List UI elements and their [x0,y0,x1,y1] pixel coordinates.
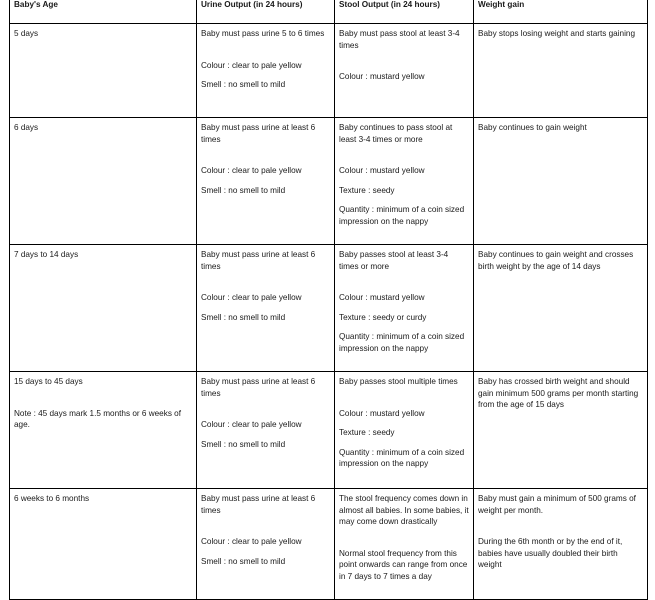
stool-cell [335,489,474,600]
cell-text: Baby passes stool multiple times [339,377,458,386]
table-row [10,245,648,372]
cell-text: Quantity : minimum of a coin sized impression on the nappy [339,332,465,353]
weight-cell [474,118,648,245]
cell-text: Colour : clear to pale yellow [201,293,302,302]
cell-text: Normal stool frequency from this point onwards can range from once in 7 days to 7 times a day [339,548,468,581]
cell-text: Baby stops losing weight and starts gaining [478,29,636,38]
stool-cell [335,24,474,118]
weight-cell [474,245,648,372]
cell-text: 6 weeks to 6 months [14,494,90,503]
cell-text: Smell : no smell to mild [201,312,286,322]
cell-text: Texture : seedy or curdy [339,312,427,322]
header-weight-gain: Weight gain [474,0,648,24]
cell-text: Smell : no smell to mild [201,80,286,89]
cell-text: Baby continues to gain weight [478,123,587,132]
cell-text: The stool frequency comes down in almost all babies. In some babies, it may come down drastically [339,494,469,526]
cell-text: Baby must gain a minimum of 500 grams of weight per month. [478,494,636,515]
cell-text: Baby must pass urine 5 to 6 times [201,29,325,38]
cell-text: Smell : no smell to mild [201,185,286,195]
table-header-row [10,0,648,24]
cell-text: Baby must pass urine at least 6 times [201,494,316,515]
cell-text: Colour : mustard yellow [339,72,425,81]
cell-text: Baby passes stool at least 3-4 times or more [339,250,449,271]
weight-cell [474,489,648,600]
cell-text: Texture : seedy [339,185,395,195]
cell-text: Baby continues to gain weight and crosses birth weight by the age of 14 days [478,250,634,271]
cell-text: 6 days [14,123,39,132]
weight-cell [474,24,648,118]
urine-cell [197,489,335,600]
baby-output-table [9,0,648,600]
cell-text: Quantity : minimum of a coin sized impression on the nappy [339,447,465,468]
cell-text: Colour : clear to pale yellow [201,420,302,429]
cell-text: Baby must pass urine at least 6 times [201,250,316,271]
cell-text: Baby must pass stool at least 3-4 times [339,29,460,50]
table-row [10,489,648,600]
urine-cell [197,245,335,372]
stool-cell [335,245,474,372]
cell-text: Colour : clear to pale yellow [201,537,302,546]
age-cell [10,372,197,489]
header-babys-age: Baby's Age [10,0,197,24]
cell-text: Baby continues to pass stool at least 3-4 times or more [339,123,453,144]
cell-text: 7 days to 14 days [14,250,79,259]
age-cell [10,245,197,372]
cell-text: Colour : mustard yellow [339,166,425,175]
cell-text: Quantity : minimum of a coin sized impression on the nappy [339,205,465,226]
urine-cell [197,372,335,489]
age-cell [10,24,197,118]
stool-cell [335,118,474,245]
cell-text: Baby must pass urine at least 6 times [201,123,316,144]
weight-cell [474,372,648,489]
cell-text: Baby has crossed birth weight and should gain minimum 500 grams per month starting from the age of 15 days [478,377,639,409]
urine-cell [197,24,335,118]
header-stool-output: Stool Output (in 24 hours) [335,0,474,24]
stool-cell [335,372,474,489]
cell-text: Baby must pass urine at least 6 times [201,377,316,398]
cell-text: Colour : clear to pale yellow [201,166,302,175]
cell-text: 5 days [14,29,39,38]
document-page [9,0,647,600]
cell-text: During the 6th month or by the end of it, babies have usually doubled their birth weight [478,537,623,569]
header-urine-output: Urine Output (in 24 hours) [197,0,335,24]
cell-text: Colour : mustard yellow [339,293,425,302]
urine-cell [197,118,335,245]
table-row [10,24,648,118]
age-note: Note : 45 days mark 1.5 months or 6 weeks of age. [14,408,182,429]
age-cell [10,118,197,245]
cell-text: Smell : no smell to mild [201,439,286,449]
cell-text: Smell : no smell to mild [201,556,286,566]
cell-text: Colour : mustard yellow [339,408,425,418]
cell-text: 15 days to 45 days [14,377,83,386]
cell-text: Texture : seedy [339,428,395,437]
cell-text: Colour : clear to pale yellow [201,60,302,70]
table-row [10,118,648,245]
table-row [10,372,648,489]
age-cell [10,489,197,600]
